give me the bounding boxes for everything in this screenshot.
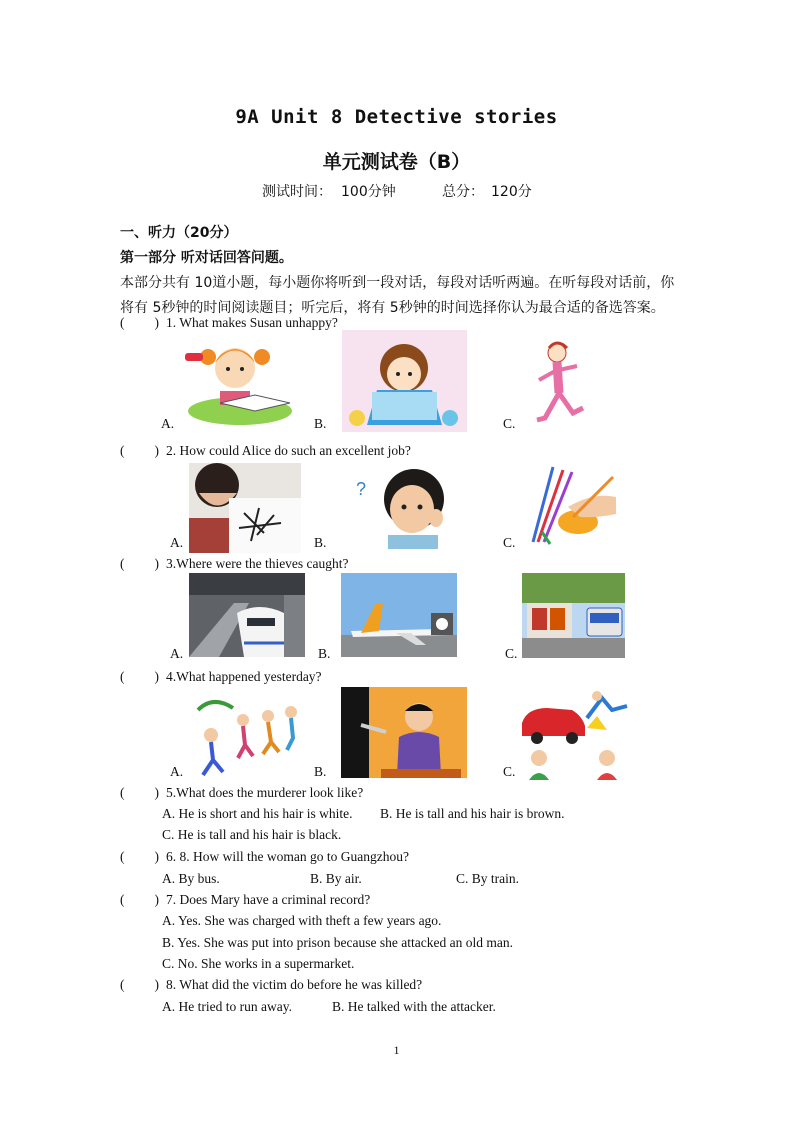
option-label-c: C. bbox=[503, 764, 516, 779]
score-label: 总分： bbox=[442, 184, 484, 200]
boy-thinking-image[interactable] bbox=[336, 463, 466, 549]
instructions-line-2: 将有 5秒钟的时间阅读题目；听完后，将有 5秒钟的时间选择你认为最合适的备选答案。 bbox=[120, 300, 665, 316]
answer-blank[interactable]: ( ) bbox=[120, 849, 159, 864]
girl-using-laptop-image[interactable] bbox=[342, 330, 467, 432]
section-heading: 一、听力（20分） bbox=[120, 225, 238, 241]
answer-blank[interactable]: ( ) bbox=[120, 785, 159, 800]
question-2 bbox=[120, 443, 411, 459]
option-label-a: A. bbox=[170, 764, 184, 779]
man-with-knife-image[interactable] bbox=[341, 687, 467, 778]
car-accident-image[interactable] bbox=[517, 688, 631, 780]
question-7 bbox=[120, 892, 370, 908]
option-label-a: A. bbox=[170, 535, 184, 550]
question-text: 8. What did the victim do before he was killed? bbox=[166, 977, 423, 992]
option-label-b: B. bbox=[314, 764, 327, 779]
train-station-image[interactable] bbox=[189, 573, 305, 657]
option-b[interactable]: B. He talked with the attacker. bbox=[332, 999, 496, 1014]
option-c[interactable]: C. He is tall and his hair is black. bbox=[162, 827, 342, 842]
question-4 bbox=[120, 669, 322, 685]
question-text: 2. How could Alice do such an excellent job? bbox=[166, 443, 411, 458]
option-label-c: C. bbox=[505, 646, 518, 661]
question-text: 1. What makes Susan unhappy? bbox=[166, 315, 338, 330]
answer-blank[interactable]: ( ) bbox=[120, 892, 159, 907]
option-label-b: B. bbox=[314, 535, 327, 550]
option-a[interactable]: A. Yes. She was charged with theft a few years ago. bbox=[162, 913, 442, 928]
question-text: 4.What happened yesterday? bbox=[166, 669, 322, 684]
question-mark: ? bbox=[356, 479, 367, 499]
instructions-line-1: 本部分共有 10道小题，每小题你将听到一段对话，每段对话听两遍。在听每段对话前，你 bbox=[120, 275, 675, 291]
option-label-c: C. bbox=[503, 416, 516, 431]
girl-running-image[interactable] bbox=[527, 338, 589, 434]
answer-blank[interactable]: ( ) bbox=[120, 443, 159, 458]
option-b[interactable]: B. He is tall and his hair is brown. bbox=[380, 806, 565, 821]
question-5 bbox=[120, 785, 363, 801]
answer-blank[interactable]: ( ) bbox=[120, 977, 159, 992]
question-text: 6. 8. How will the woman go to Guangzhou? bbox=[166, 849, 409, 864]
option-label-b: B. bbox=[314, 416, 327, 431]
airport-plane-image[interactable] bbox=[341, 573, 457, 657]
part-heading: 第一部分 听对话回答问题。 bbox=[120, 250, 293, 266]
answer-blank[interactable]: ( ) bbox=[120, 556, 159, 571]
score-value: 120分 bbox=[491, 184, 532, 200]
time-label: 测试时间： bbox=[262, 184, 332, 200]
girl-reading-book-image[interactable] bbox=[180, 333, 295, 428]
question-text: 7. Does Mary have a criminal record? bbox=[166, 892, 371, 907]
option-label-c: C. bbox=[503, 535, 516, 550]
people-fleeing-image[interactable] bbox=[183, 690, 305, 778]
question-1 bbox=[120, 315, 338, 331]
option-label-a: A. bbox=[170, 646, 184, 661]
option-a[interactable]: A. He tried to run away. bbox=[162, 999, 292, 1014]
option-c[interactable]: C. No. She works in a supermarket. bbox=[162, 956, 355, 971]
hand-drawing-image[interactable] bbox=[528, 462, 618, 546]
question-text: 5.What does the murderer look like? bbox=[166, 785, 364, 800]
page-title: 9A Unit 8 Detective stories bbox=[235, 106, 558, 128]
option-b[interactable]: B. By air. bbox=[310, 871, 362, 886]
option-b[interactable]: B. Yes. She was put into prison because she attacked an old man. bbox=[162, 935, 513, 950]
answer-blank[interactable]: ( ) bbox=[120, 669, 159, 684]
question-8 bbox=[120, 977, 422, 993]
page-subtitle: 单元测试卷（B） bbox=[322, 151, 471, 173]
boy-painting-image[interactable] bbox=[189, 463, 301, 553]
page-number: 1 bbox=[393, 1043, 400, 1057]
option-c[interactable]: C. By train. bbox=[456, 871, 519, 886]
time-value: 100分钟 bbox=[341, 184, 396, 200]
answer-blank[interactable]: ( ) bbox=[120, 315, 159, 330]
question-text: 3.Where were the thieves caught? bbox=[166, 556, 349, 571]
option-a[interactable]: A. He is short and his hair is white. bbox=[162, 806, 353, 821]
question-6 bbox=[120, 849, 409, 865]
option-label-a: A. bbox=[161, 416, 175, 431]
question-3 bbox=[120, 556, 349, 572]
bus-stop-image[interactable] bbox=[522, 573, 625, 658]
option-a[interactable]: A. By bus. bbox=[162, 871, 220, 886]
option-label-b: B. bbox=[318, 646, 331, 661]
